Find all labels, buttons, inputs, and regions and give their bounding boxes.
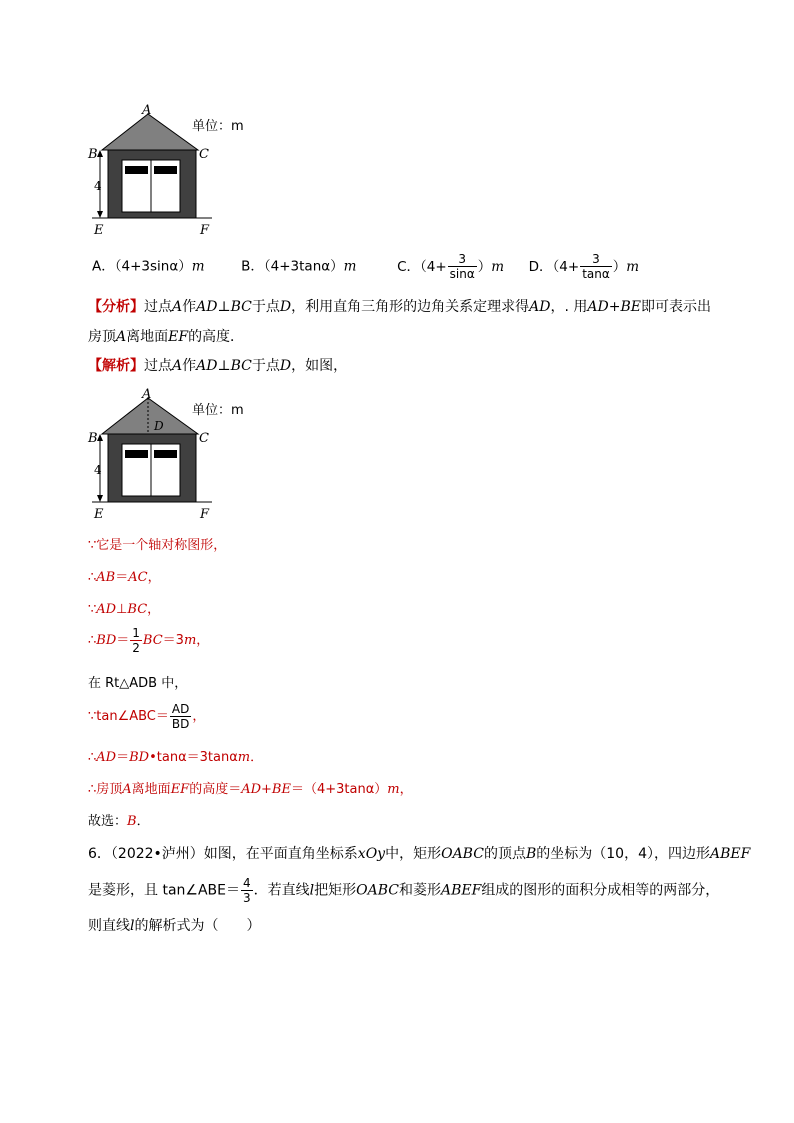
unit-label: 单位：m xyxy=(192,403,244,418)
q6-line-3: 则直线l的解析式为（ ） xyxy=(88,918,261,934)
house-figure-2 xyxy=(86,384,266,524)
option-c[interactable]: C．（4+ $\frac{3}{\sin\alpha}$ ）m xyxy=(397,252,505,281)
step-9: 故选：B． xyxy=(88,814,150,829)
label-E: E xyxy=(94,223,104,238)
option-d[interactable]: D．（4+ $\frac{3}{\tan\alpha}$ ）m xyxy=(528,252,640,281)
option-a[interactable]: A．（4+3sinα）m xyxy=(92,258,205,275)
roof-triangle xyxy=(102,398,198,434)
label-E: E xyxy=(94,507,104,522)
q6-line-1: 6．（2022•泸州）如图，在平面直角坐标系xOy中，矩形OABC的顶点B的坐标为（10，4），四边形ABEF xyxy=(88,846,751,862)
step-4: ∴BD＝ $\frac{1}{2}$ BC＝3m， xyxy=(88,626,210,655)
label-F: F xyxy=(200,223,210,238)
step-2: ∴AB＝AC， xyxy=(88,570,161,585)
step-7: ∴AD＝BD•tanα＝3tanαm． xyxy=(88,750,264,765)
analysis-paragraph: 【分析】过点A作AD⊥BC于点D，利用直角三角形的边角关系定理求得AD，. 用AD+BE即可表示出 房顶A离地面EF的高度． xyxy=(88,299,711,345)
solution-intro: 【解析】过点A作AD⊥BC于点D，如图， xyxy=(88,358,348,374)
roof-triangle xyxy=(102,114,198,150)
step-8: ∴房顶A离地面EF的高度＝AD+BE＝（4+3tanα）m， xyxy=(88,782,413,797)
label-A: A xyxy=(142,387,152,402)
label-C: C xyxy=(199,431,209,446)
label-B: B xyxy=(88,431,98,446)
step-5: 在 Rt△ADB 中， xyxy=(88,676,188,691)
analysis-tag: 【分析】 xyxy=(88,299,144,315)
step-1: ∵它是一个轴对称图形， xyxy=(88,538,227,553)
answer-options xyxy=(92,252,639,281)
option-b[interactable]: B．（4+3tanα）m xyxy=(241,258,357,275)
label-height: 4 xyxy=(94,463,102,477)
label-F: F xyxy=(200,507,210,522)
q6-line-2: 是菱形，且 tan∠ABE＝ $\frac{4}{3}$ ．若直线l把矩形OABC和菱形ABEF组成的图形的面积分成相等的两部分， xyxy=(88,876,720,905)
house-figure-1 xyxy=(86,100,266,240)
label-A: A xyxy=(142,103,152,118)
step-6: ∵tan∠ABC＝ $\frac{AD}{BD}$ ， xyxy=(88,702,206,731)
unit-label: 单位：m xyxy=(192,119,244,134)
label-C: C xyxy=(199,147,209,162)
step-3: ∵AD⊥BC， xyxy=(88,602,161,617)
solution-tag: 【解析】 xyxy=(88,358,144,374)
label-height: 4 xyxy=(94,179,102,193)
label-B: B xyxy=(88,147,98,162)
label-D: D xyxy=(154,419,164,433)
